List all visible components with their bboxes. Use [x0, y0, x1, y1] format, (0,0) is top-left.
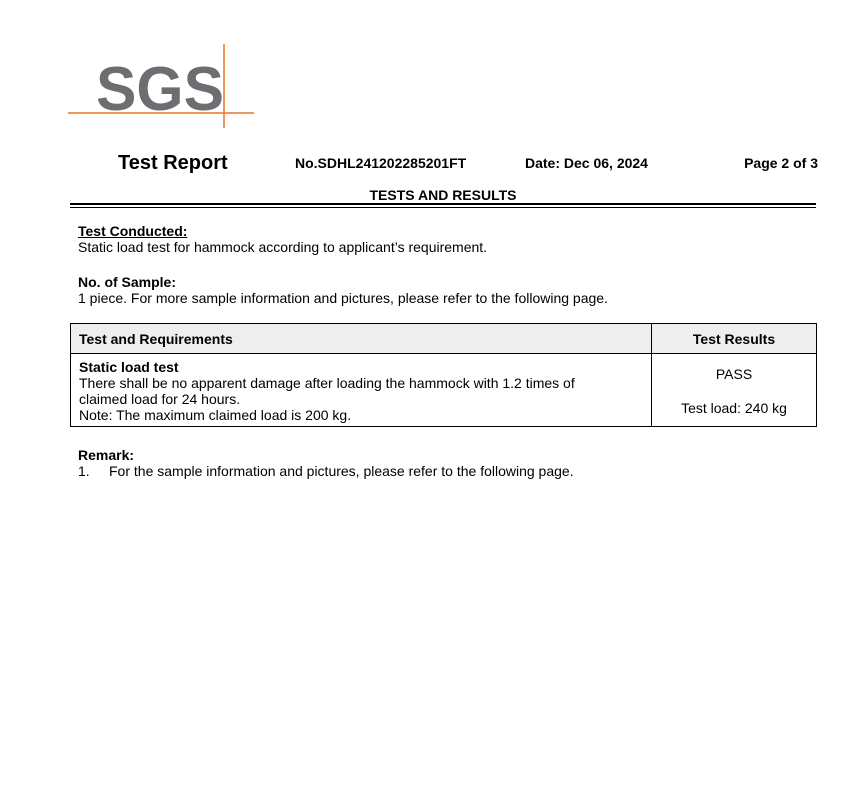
- sample-section: [78, 274, 816, 306]
- result-pass: PASS: [715, 366, 753, 382]
- header-test-requirements: Test and Requirements: [71, 324, 652, 354]
- sample-label: No. of Sample:: [78, 274, 177, 290]
- section-title: TESTS AND RESULTS: [369, 187, 517, 203]
- report-header: [0, 152, 849, 176]
- list-item: [78, 463, 816, 479]
- divider-thick: [70, 203, 816, 205]
- report-number: No.SDHL241202285201FT: [295, 155, 467, 171]
- test-conducted-text: Static load test for hammock according to applicant’s requirement.: [78, 239, 488, 255]
- requirement-line: claimed load for 24 hours.: [79, 391, 241, 407]
- requirement-note: Note: The maximum claimed load is 200 kg.: [79, 407, 352, 423]
- result-cell: [652, 354, 817, 427]
- table-row: [71, 354, 817, 427]
- results-table: [70, 323, 817, 427]
- sample-text: 1 piece. For more sample information and pictures, please refer to the following page.: [78, 290, 608, 306]
- test-conducted-section: [78, 223, 816, 255]
- page-number: Page 2 of 3: [744, 155, 818, 171]
- remark-text: For the sample information and pictures, please refer to the following page.: [109, 463, 574, 479]
- remark-label: Remark:: [78, 447, 135, 463]
- sgs-logo: [66, 44, 256, 130]
- remark-section: [78, 447, 816, 479]
- report-date: Date: Dec 06, 2024: [525, 155, 648, 171]
- test-name: Static load test: [79, 359, 179, 375]
- requirement-line: There shall be no apparent damage after loading the hammock with 1.2 times of: [79, 375, 575, 391]
- report-title: Test Report: [118, 152, 228, 174]
- test-conducted-label: Test Conducted:: [78, 223, 188, 239]
- table-header-row: [71, 324, 817, 354]
- logo-wordmark: SGS: [96, 55, 224, 124]
- header-test-results: Test Results: [652, 324, 817, 354]
- test-load: Test load: 240 kg: [681, 400, 787, 416]
- remark-number: 1.: [78, 463, 90, 479]
- divider-thin: [70, 207, 816, 208]
- requirement-cell: [71, 354, 652, 427]
